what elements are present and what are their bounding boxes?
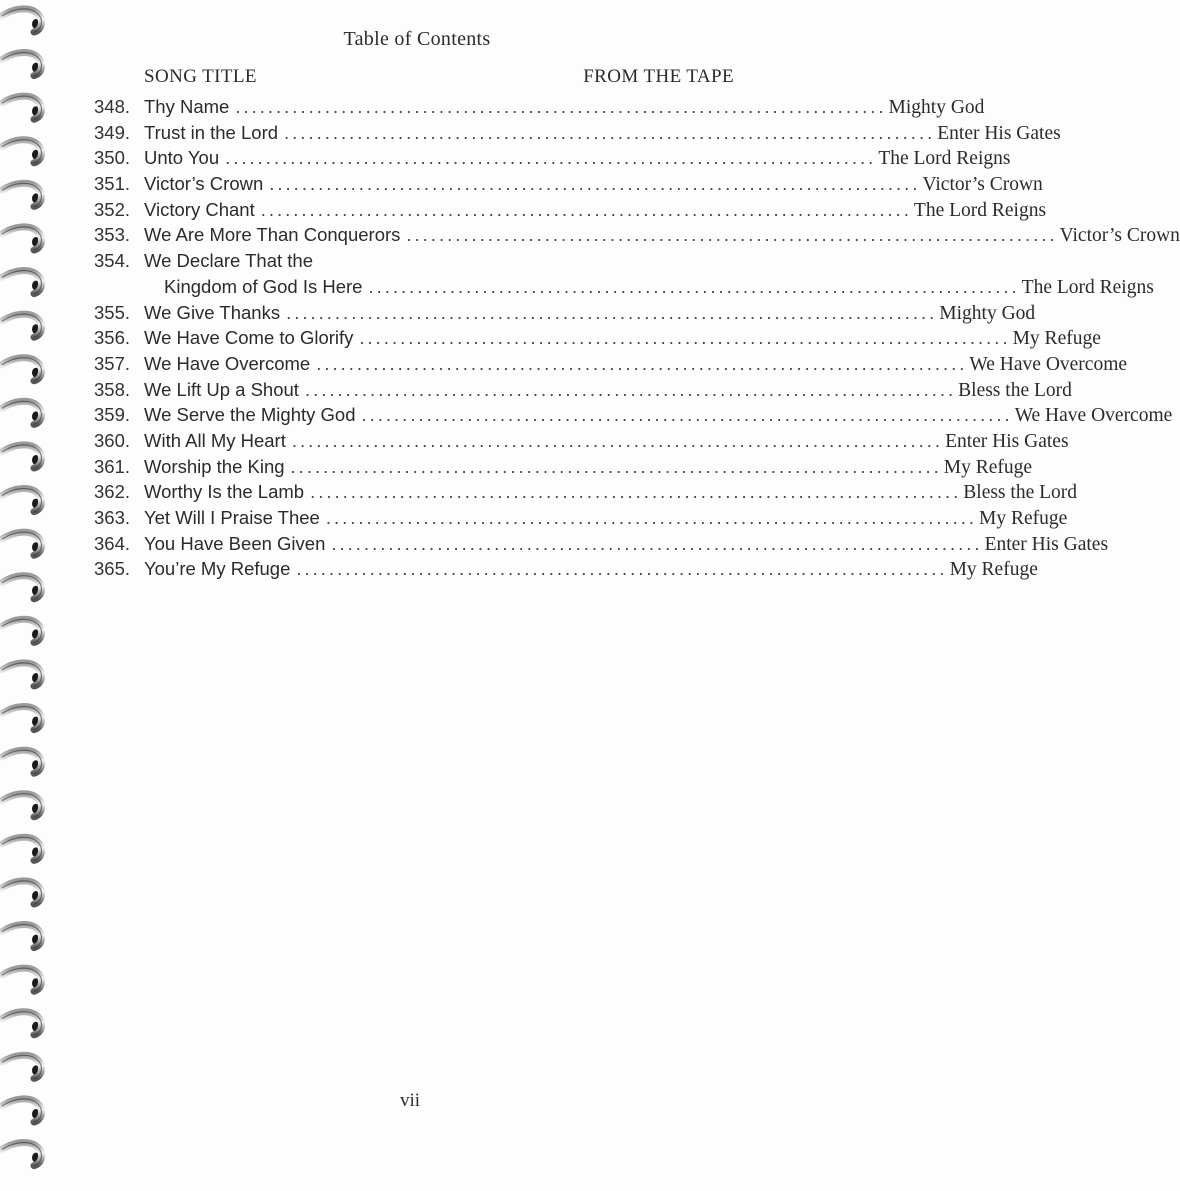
entry-number: 359. [94,404,131,426]
tape-name: We Have Overcome [1014,405,1173,427]
entry-number: 355. [94,301,131,323]
spiral-coil [2,140,41,163]
toc-entry [94,351,1128,377]
toc-entry [94,222,1180,248]
page-title: Table of Contents [343,28,491,50]
dot-leader: ................................................................................ [286,301,938,323]
spiral-coil [2,445,41,468]
dot-leader: ................................................................................ [361,404,1013,426]
spiral-coil [2,53,41,76]
spiral-coil [2,1012,41,1035]
dot-leader: ................................................................................ [331,532,983,554]
dot-leader: ................................................................................ [290,455,942,477]
song-title: Thy Name [144,96,230,117]
dot-leader: ................................................................................ [296,558,948,580]
toc-entry [94,94,985,120]
toc-entry [94,454,1033,480]
spiral-coil [2,794,41,817]
entry-number: 348. [94,96,131,117]
toc-entry [94,197,1047,223]
entry-number: 360. [94,429,131,451]
toc-entry [94,171,1043,197]
tape-name: The Lord Reigns [878,148,1011,170]
spiral-binding [0,0,60,1191]
song-title: We Are More Than Conquerors [144,224,401,246]
spiral-coil [2,881,41,904]
entry-number: 354. [94,250,131,272]
tape-name: The Lord Reigns [913,199,1047,221]
table-of-contents [94,66,1180,582]
dot-leader: ................................................................................ [359,327,1011,349]
tape-name: My Refuge [949,559,1038,581]
entry-number: 349. [94,121,131,143]
toc-entry [94,145,1011,171]
tape-name: Victor’s Crown [1059,225,1180,247]
dot-leader: ................................................................................ [291,429,944,451]
toc-entry [94,428,1069,454]
column-headers [94,66,734,94]
song-title: You’re My Refuge [144,558,291,580]
toc-entry [94,531,1109,557]
tape-name: Mighty God [939,302,1036,324]
toc-entry [94,248,734,274]
spiral-coil [2,532,41,555]
song-title: Unto You [144,147,220,169]
spiral-coil [2,1143,41,1166]
dot-leader: ................................................................................ [304,378,957,400]
toc-entry [94,479,1077,505]
tape-name: My Refuge [979,508,1068,529]
tape-name: Victor’s Crown [922,174,1043,196]
spiral-coil [2,707,41,730]
spiral-coil [2,837,41,860]
song-title: You Have Been Given [144,532,326,554]
spiral-coil [2,968,41,991]
spiral-coil [2,358,41,381]
entry-number: 364. [94,532,131,554]
toc-entries [94,94,1180,582]
toc-entry [94,274,1154,300]
spiral-coil [2,576,41,599]
song-title: We Have Overcome [144,352,311,374]
dot-leader: ................................................................................ [368,275,1020,297]
dot-leader: ................................................................................ [316,352,968,374]
song-title: We Give Thanks [144,301,281,323]
song-title: Yet Will I Praise Thee [144,507,320,528]
dot-leader: ................................................................................ [225,147,877,169]
entry-number: 365. [94,558,131,580]
dot-leader: ................................................................................ [325,507,978,528]
song-title: Kingdom of God Is Here [164,275,363,297]
spiral-coil [2,401,41,424]
entry-number: 356. [94,327,131,349]
spiral-coil [2,489,41,512]
spiral-coil [2,619,41,642]
tape-name: Mighty God [888,97,985,118]
tape-name: Enter His Gates [937,122,1061,144]
song-title: We Lift Up a Shout [144,378,299,400]
spiral-coil [2,314,41,337]
toc-entry [94,505,1068,531]
spiral-coil [2,663,41,686]
tape-name: We Have Overcome [969,353,1128,375]
entry-number: 361. [94,455,131,477]
spiral-coil [2,1055,41,1078]
entry-number: 362. [94,481,131,503]
toc-entry [94,120,1061,146]
song-title: We Declare That the [144,250,313,272]
tape-name: My Refuge [1012,328,1101,350]
spiral-coil [2,925,41,948]
entry-number: 350. [94,147,131,169]
entry-number: 351. [94,173,131,195]
tape-name: My Refuge [943,456,1033,478]
toc-entry [94,556,1038,582]
entry-number: 353. [94,224,131,246]
dot-leader: ................................................................................ [235,96,887,117]
song-title: Worship the King [144,455,285,477]
dot-leader: ................................................................................ [269,173,921,195]
from-the-tape-header: FROM THE TAPE [583,66,734,87]
page-number: vii [399,1090,421,1111]
spiral-coil [2,96,41,119]
song-title: With All My Heart [144,429,286,451]
tape-name: Enter His Gates [984,533,1109,555]
dot-leader: ................................................................................ [260,198,912,220]
song-title: Victor’s Crown [144,173,264,195]
spiral-coil [2,227,41,250]
song-title: We Serve the Mighty God [144,404,356,426]
dot-leader: ................................................................................ [310,481,962,503]
dot-leader: ................................................................................ [406,224,1058,246]
toc-entry [94,377,1072,403]
song-title: Victory Chant [144,198,255,220]
toc-entry [94,325,1101,351]
toc-entry [94,300,1036,326]
tape-name: Bless the Lord [963,482,1077,504]
tape-name: Bless the Lord [958,379,1072,401]
song-title: Trust in the Lord [144,121,279,143]
spiral-coil [2,271,41,294]
entry-number: 357. [94,352,131,374]
song-title: We Have Come to Glorify [144,327,354,349]
entry-number: 352. [94,198,131,220]
entry-number: 363. [94,507,131,528]
toc-entry [94,402,1173,428]
spiral-coil [2,750,41,773]
dot-leader: ................................................................................ [284,121,936,143]
spiral-coil [2,183,41,206]
song-title: Worthy Is the Lamb [144,481,305,503]
tape-name: Enter His Gates [945,430,1069,452]
song-title-header: SONG TITLE [144,66,257,87]
tape-name: The Lord Reigns [1021,276,1154,298]
entry-number: 358. [94,378,131,400]
